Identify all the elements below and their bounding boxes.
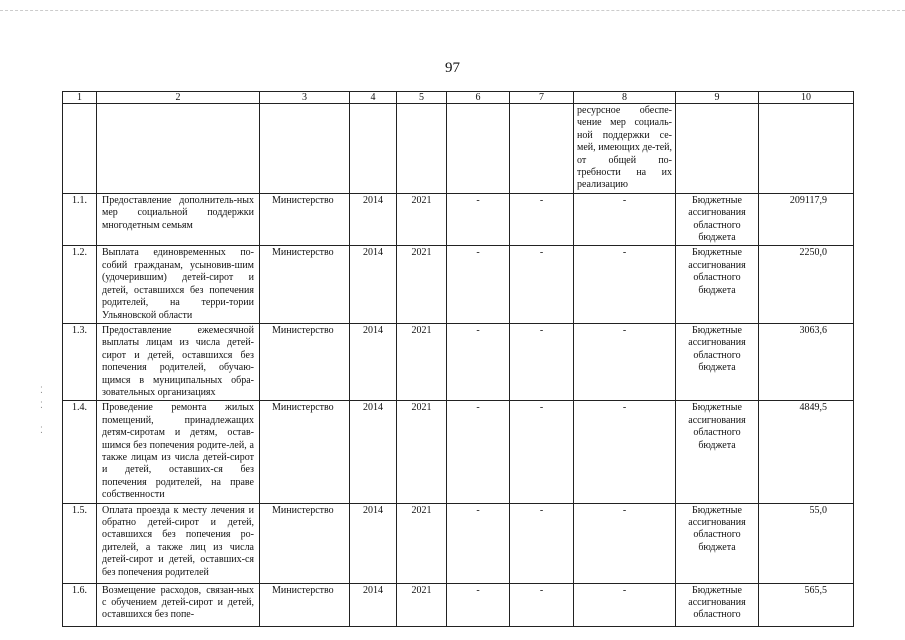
program-measures-table [62, 91, 853, 627]
end-year [397, 104, 447, 194]
column-number: 10 [759, 92, 854, 104]
row-number: 1.6. [63, 583, 97, 626]
column-number: 4 [350, 92, 397, 104]
col6-value: - [447, 193, 510, 246]
start-year: 2014 [350, 583, 397, 626]
table-row [63, 246, 854, 323]
column-number: 5 [397, 92, 447, 104]
end-year: 2021 [397, 323, 447, 400]
amount-value: 4849,5 [759, 401, 854, 503]
amount-value: 2250,0 [759, 246, 854, 323]
column-number: 8 [574, 92, 676, 104]
col6-value [447, 104, 510, 194]
col7-value: - [510, 246, 574, 323]
col6-value: - [447, 401, 510, 503]
amount-value: 3063,6 [759, 323, 854, 400]
page-number: 97 [445, 60, 460, 76]
amount-value: 565,5 [759, 583, 854, 626]
executor: Министерство [260, 246, 350, 323]
funding-source [676, 104, 759, 194]
col6-value: - [447, 246, 510, 323]
start-year: 2014 [350, 246, 397, 323]
table-row [63, 104, 854, 194]
measure-name: Предоставление ежемесячной выплаты лицам из числа детей-сирот и детей, оставшихся без попечения родителей, обучаю-щимся в муниципальных обра-зовательных организациях [97, 323, 260, 400]
funding-source: Бюджетные ассигнования областного бюджета [676, 401, 759, 503]
table-row [63, 323, 854, 400]
row-number [63, 104, 97, 194]
funding-source: Бюджетные ассигнования областного бюджета [676, 246, 759, 323]
col7-value: - [510, 193, 574, 246]
measure-name: Выплата единовременных по-собий гражданам, усыновив-шим (удочерившим) детей-сирот и детей, оставшихся без попечения родителей, на терри-тории Ульяновской области [97, 246, 260, 323]
start-year: 2014 [350, 323, 397, 400]
end-year: 2021 [397, 246, 447, 323]
row-number: 1.2. [63, 246, 97, 323]
executor: Министерство [260, 401, 350, 503]
start-year [350, 104, 397, 194]
indicator-text: - [574, 323, 676, 400]
column-number: 2 [97, 92, 260, 104]
start-year: 2014 [350, 401, 397, 503]
executor: Министерство [260, 323, 350, 400]
start-year: 2014 [350, 503, 397, 583]
col7-value: - [510, 583, 574, 626]
col7-value [510, 104, 574, 194]
column-number: 1 [63, 92, 97, 104]
start-year: 2014 [350, 193, 397, 246]
indicator-text: - [574, 401, 676, 503]
funding-source: Бюджетные ассигнования областного [676, 583, 759, 626]
indicator-text: - [574, 246, 676, 323]
row-number: 1.3. [63, 323, 97, 400]
margin-scan-mark: ⁚ [40, 385, 43, 395]
funding-source: Бюджетные ассигнования областного бюджета [676, 193, 759, 246]
amount-value: 209117,9 [759, 193, 854, 246]
funding-source: Бюджетные ассигнования областного бюджета [676, 503, 759, 583]
measure-name: Проведение ремонта жилых помещений, принадлежащих детям-сиротам и детям, остав-шимся без попечения родите-лей, а также лицам из числа детей-сирот и детей, оставших-ся без попечения родителей, на праве собственности [97, 401, 260, 503]
col7-value: - [510, 323, 574, 400]
measure-name [97, 104, 260, 194]
executor: Министерство [260, 583, 350, 626]
indicator-text: - [574, 193, 676, 246]
measure-name: Предоставление дополнитель-ных мер социальной поддержки многодетным семьям [97, 193, 260, 246]
executor: Министерство [260, 503, 350, 583]
end-year: 2021 [397, 503, 447, 583]
column-number: 3 [260, 92, 350, 104]
table-row [63, 503, 854, 583]
row-number: 1.5. [63, 503, 97, 583]
margin-scan-mark: ⁚ [40, 400, 43, 410]
amount-value [759, 104, 854, 194]
end-year: 2021 [397, 193, 447, 246]
table-row [63, 193, 854, 246]
column-number: 9 [676, 92, 759, 104]
row-number: 1.1. [63, 193, 97, 246]
col7-value: - [510, 401, 574, 503]
table-row [63, 401, 854, 503]
indicator-text: ресурсное обеспе-чение мер социаль-ной поддержки се-мей, имеющих де-тей, от общей по-требности на их реализацию [574, 104, 676, 194]
scan-top-edge [0, 10, 905, 12]
indicator-text: - [574, 503, 676, 583]
executor [260, 104, 350, 194]
funding-source: Бюджетные ассигнования областного бюджета [676, 323, 759, 400]
column-number-row [63, 92, 854, 104]
table-row [63, 583, 854, 626]
row-number: 1.4. [63, 401, 97, 503]
amount-value: 55,0 [759, 503, 854, 583]
col7-value: - [510, 503, 574, 583]
indicator-text: - [574, 583, 676, 626]
margin-scan-mark: ⁚ [40, 425, 43, 435]
end-year: 2021 [397, 401, 447, 503]
col6-value: - [447, 323, 510, 400]
executor: Министерство [260, 193, 350, 246]
measure-name: Возмещение расходов, связан-ных с обучением детей-сирот и детей, оставшихся без попе- [97, 583, 260, 626]
measure-name: Оплата проезда к месту лечения и обратно детей-сирот и детей, оставшихся без попечения ро-дителей, а также лиц из числа детей-сирот и детей, оставших-ся без попечения родителей [97, 503, 260, 583]
column-number: 6 [447, 92, 510, 104]
column-number: 7 [510, 92, 574, 104]
col6-value: - [447, 583, 510, 626]
col6-value: - [447, 503, 510, 583]
end-year: 2021 [397, 583, 447, 626]
